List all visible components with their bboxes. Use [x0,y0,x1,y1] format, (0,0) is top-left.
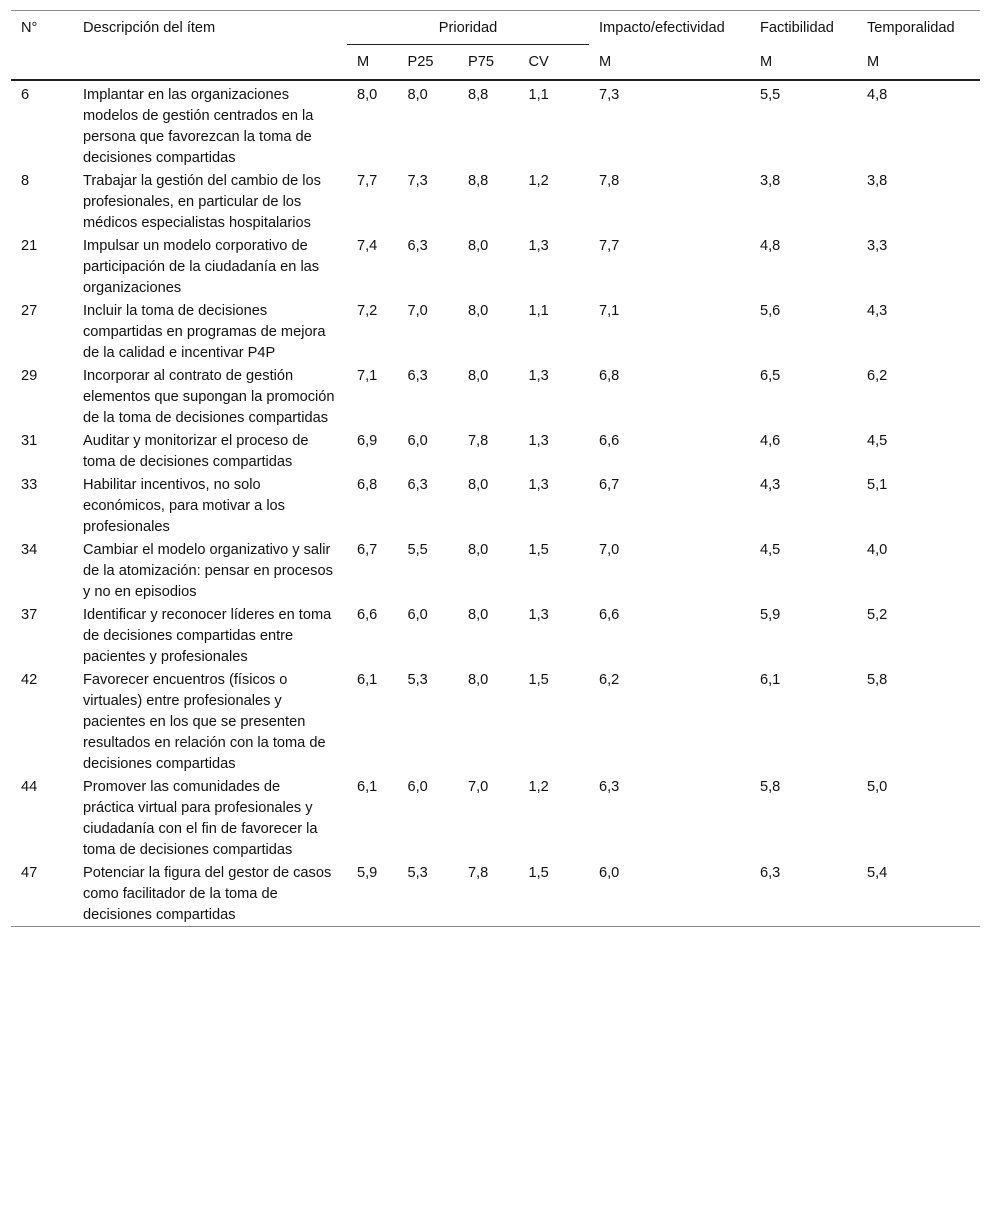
cell-factibilidad-m: 4,3 [760,477,781,493]
cell-p25: 6,3 [407,368,428,384]
header-empty-desc [83,45,347,81]
cell-factibilidad-m: 6,1 [760,672,781,688]
cell-p25: 7,0 [407,303,428,319]
cell-num: 33 [21,477,38,493]
cell-num: 37 [21,607,38,623]
cell-temporalidad-m: 5,0 [867,779,888,795]
cell-temporalidad-m: 5,8 [867,672,888,688]
header-temporalidad-m: M [867,45,980,81]
cell-p25: 6,3 [407,477,428,493]
table-row [11,603,980,668]
cell-p25: 6,3 [407,238,428,254]
table-row [11,861,980,927]
cell-description: Habilitar incentivos, no solo económicos, para motivar a los profesionales [83,477,285,535]
cell-p25: 5,5 [407,542,428,558]
header-row-1 [11,11,980,45]
cell-cv: 1,3 [528,433,549,449]
header-prioridad-m: M [347,45,408,81]
header-prioridad: Prioridad [347,11,589,45]
cell-cv: 1,5 [528,865,549,881]
cell-num: 29 [21,368,38,384]
header-p25: P25 [408,45,469,81]
cell-description: Implantar en las organizaciones modelos de gestión centrados en la persona que favorezcan la toma de decisiones compartidas [83,87,314,166]
cell-impacto-m: 6,8 [599,368,620,384]
cell-impacto-m: 7,7 [599,238,620,254]
table-row [11,234,980,299]
cell-p25: 5,3 [407,672,428,688]
cell-num: 27 [21,303,38,319]
cell-p75: 8,0 [468,368,489,384]
cell-description: Auditar y monitorizar el proceso de toma de decisiones compartidas [83,433,309,470]
cell-temporalidad-m: 5,1 [867,477,888,493]
cell-description: Favorecer encuentros (físicos o virtuales) entre profesionales y pacientes en los que se presenten resultados en relación con la toma de decisiones compartidas [83,672,326,772]
header-factibilidad: Factibilidad [760,20,834,36]
table-body [11,80,980,927]
priority-table-container [11,10,980,927]
table-row [11,364,980,429]
cell-description: Promover las comunidades de práctica virtual para profesionales y ciudadanía con el fin de favorecer la toma de decisiones compartidas [83,779,318,858]
header-cv: CV [529,45,590,81]
table-row [11,429,980,473]
cell-prioridad-m: 6,1 [357,672,378,688]
cell-cv: 1,2 [528,173,549,189]
cell-factibilidad-m: 5,5 [760,87,781,103]
header-empty-num [11,45,83,81]
cell-prioridad-m: 6,6 [357,607,378,623]
cell-impacto-m: 7,8 [599,173,620,189]
header-impacto-m: M [589,45,760,81]
cell-cv: 1,3 [528,607,549,623]
table-header [11,11,980,81]
cell-cv: 1,1 [528,87,549,103]
cell-impacto-m: 6,7 [599,477,620,493]
cell-temporalidad-m: 4,5 [867,433,888,449]
cell-prioridad-m: 5,9 [357,865,378,881]
cell-prioridad-m: 7,7 [357,173,378,189]
header-row-2 [11,45,980,81]
cell-prioridad-m: 7,2 [357,303,378,319]
header-temporalidad: Temporalidad [867,20,955,36]
cell-temporalidad-m: 5,4 [867,865,888,881]
cell-temporalidad-m: 3,8 [867,173,888,189]
table-row [11,775,980,861]
cell-description: Incorporar al contrato de gestión elementos que supongan la promoción de la toma de decisiones compartidas [83,368,335,426]
cell-factibilidad-m: 6,3 [760,865,781,881]
cell-prioridad-m: 6,1 [357,779,378,795]
cell-impacto-m: 6,3 [599,779,620,795]
cell-p75: 8,0 [468,477,489,493]
cell-description: Trabajar la gestión del cambio de los profesionales, en particular de los médicos especialistas hospitalarios [83,173,321,231]
table-row [11,80,980,169]
header-num: N° [21,20,38,36]
table-row [11,668,980,775]
cell-description: Incluir la toma de decisiones compartidas en programas de mejora de la calidad e incentivar P4P [83,303,326,361]
cell-factibilidad-m: 3,8 [760,173,781,189]
cell-p75: 8,0 [468,672,489,688]
cell-p75: 8,0 [468,607,489,623]
cell-impacto-m: 6,6 [599,433,620,449]
cell-prioridad-m: 8,0 [357,87,378,103]
cell-cv: 1,3 [528,238,549,254]
header-factibilidad-m: M [760,45,867,81]
cell-p75: 8,8 [468,87,489,103]
cell-factibilidad-m: 4,5 [760,542,781,558]
table-row [11,473,980,538]
cell-prioridad-m: 7,1 [357,368,378,384]
cell-cv: 1,3 [528,477,549,493]
cell-description: Cambiar el modelo organizativo y salir de la atomización: pensar en procesos y no en episodios [83,542,333,600]
cell-cv: 1,5 [528,542,549,558]
cell-p25: 6,0 [407,779,428,795]
cell-p25: 8,0 [407,87,428,103]
cell-prioridad-m: 6,7 [357,542,378,558]
cell-factibilidad-m: 5,8 [760,779,781,795]
cell-prioridad-m: 6,8 [357,477,378,493]
cell-impacto-m: 7,0 [599,542,620,558]
cell-p75: 7,0 [468,779,489,795]
cell-p25: 7,3 [407,173,428,189]
cell-num: 42 [21,672,38,688]
cell-impacto-m: 6,6 [599,607,620,623]
cell-description: Identificar y reconocer líderes en toma de decisiones compartidas entre pacientes y profesionales [83,607,332,665]
cell-num: 31 [21,433,38,449]
priority-table [11,10,980,927]
table-row [11,299,980,364]
cell-temporalidad-m: 6,2 [867,368,888,384]
cell-p75: 8,8 [468,173,489,189]
cell-factibilidad-m: 5,6 [760,303,781,319]
table-row [11,538,980,603]
cell-prioridad-m: 7,4 [357,238,378,254]
cell-temporalidad-m: 5,2 [867,607,888,623]
cell-cv: 1,5 [528,672,549,688]
header-p75: P75 [468,45,529,81]
cell-prioridad-m: 6,9 [357,433,378,449]
cell-num: 8 [21,173,30,189]
cell-impacto-m: 7,3 [599,87,620,103]
cell-p75: 8,0 [468,303,489,319]
cell-factibilidad-m: 5,9 [760,607,781,623]
cell-description: Impulsar un modelo corporativo de participación de la ciudadanía en las organizaciones [83,238,320,296]
cell-factibilidad-m: 6,5 [760,368,781,384]
cell-num: 44 [21,779,38,795]
cell-p75: 7,8 [468,865,489,881]
cell-temporalidad-m: 4,3 [867,303,888,319]
cell-p25: 6,0 [407,433,428,449]
cell-cv: 1,2 [528,779,549,795]
cell-description: Potenciar la figura del gestor de casos como facilitador de la toma de decisiones compartidas [83,865,332,923]
cell-num: 21 [21,238,38,254]
cell-num: 47 [21,865,38,881]
cell-impacto-m: 6,0 [599,865,620,881]
cell-cv: 1,3 [528,368,549,384]
cell-p75: 8,0 [468,542,489,558]
cell-temporalidad-m: 4,8 [867,87,888,103]
cell-p25: 5,3 [407,865,428,881]
cell-temporalidad-m: 3,3 [867,238,888,254]
cell-num: 6 [21,87,30,103]
cell-p25: 6,0 [407,607,428,623]
cell-p75: 7,8 [468,433,489,449]
cell-impacto-m: 7,1 [599,303,620,319]
cell-impacto-m: 6,2 [599,672,620,688]
cell-cv: 1,1 [528,303,549,319]
cell-factibilidad-m: 4,8 [760,238,781,254]
cell-num: 34 [21,542,38,558]
header-impacto: Impacto/efectividad [599,20,725,36]
header-description: Descripción del ítem [83,20,216,36]
cell-temporalidad-m: 4,0 [867,542,888,558]
table-row [11,169,980,234]
cell-factibilidad-m: 4,6 [760,433,781,449]
cell-p75: 8,0 [468,238,489,254]
